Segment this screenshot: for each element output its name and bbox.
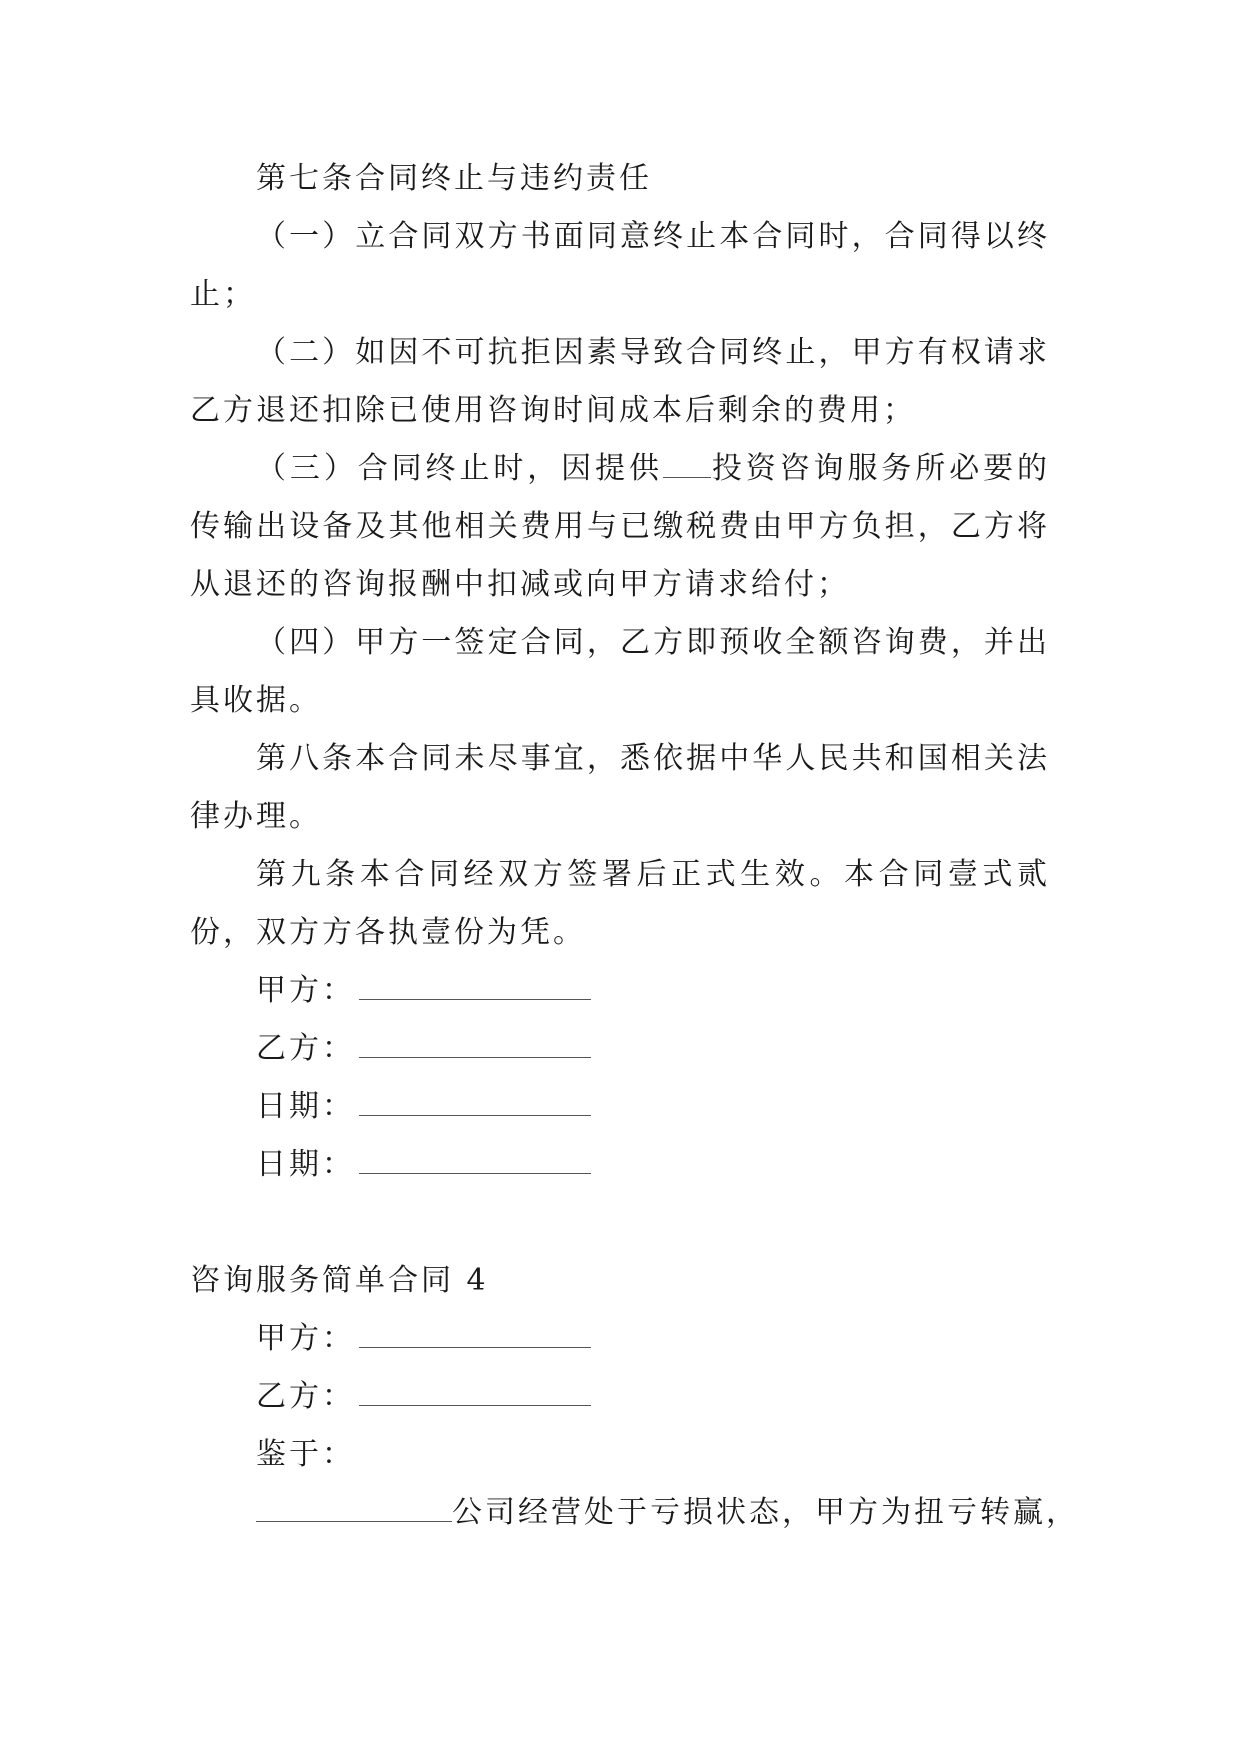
section-gap [190, 1194, 1050, 1252]
section-7-item-3-post: 投资咨询服务所必要的传输出设备及其他相关费用与已缴税费由甲方负担，乙方将从退还的咨询报酬中扣减或向甲方请求给付； [190, 451, 1051, 602]
document-page [190, 150, 1079, 1542]
signature-party-a [256, 962, 1050, 1020]
section-7-item-4: （四）甲方一签定合同，乙方即预收全额咨询费，并出具收据。 [190, 625, 1050, 718]
signature-blank [359, 1035, 591, 1058]
section-7-item-3-pre: （三）合同终止时，因提供 [256, 451, 663, 486]
section-7-item-3 [190, 440, 1050, 614]
signature-party-b-label: 乙方： [256, 1031, 355, 1066]
fill-blank [256, 1499, 452, 1522]
section-7-item-2: （二）如因不可抗拒因素导致合同终止，甲方有权请求乙方退还扣除已使用咨询时间成本后剩余的费用； [190, 335, 1050, 428]
contract-4-clause-1 [256, 1484, 1079, 1542]
contract-4-whereas: 鉴于： [256, 1437, 355, 1472]
contract-4-title: 咨询服务简单合同 4 [190, 1263, 489, 1298]
signature-blank [359, 1093, 591, 1116]
section-7-item-1: （一）立合同双方书面同意终止本合同时，合同得以终止； [190, 219, 1050, 312]
section-9: 第九条本合同经双方签署后正式生效。本合同壹式贰份，双方方各执壹份为凭。 [190, 857, 1050, 950]
contract-4-clause-1-text: 公司经营处于亏损状态，甲方为扭亏转赢， [452, 1495, 1079, 1530]
section-8: 第八条本合同未尽事宜，悉依据中华人民共和国相关法律办理。 [190, 741, 1050, 834]
signature-date-1 [256, 1078, 1050, 1136]
fill-blank [663, 455, 711, 478]
contract-4-party-a-label: 甲方： [256, 1321, 355, 1356]
signature-blank [359, 1383, 591, 1406]
signature-party-a-label: 甲方： [256, 973, 355, 1008]
contract-4-party-b [256, 1368, 1050, 1426]
signature-date-2-label: 日期： [256, 1147, 355, 1182]
signature-party-b [256, 1020, 1050, 1078]
signature-blank [359, 977, 591, 1000]
signature-date-1-label: 日期： [256, 1089, 355, 1124]
contract-4-party-b-label: 乙方： [256, 1379, 355, 1414]
signature-blank [359, 1325, 591, 1348]
contract-4-party-a [256, 1310, 1050, 1368]
section-7-title: 第七条合同终止与违约责任 [256, 161, 652, 196]
signature-date-2 [256, 1136, 1050, 1194]
signature-blank [359, 1151, 591, 1174]
